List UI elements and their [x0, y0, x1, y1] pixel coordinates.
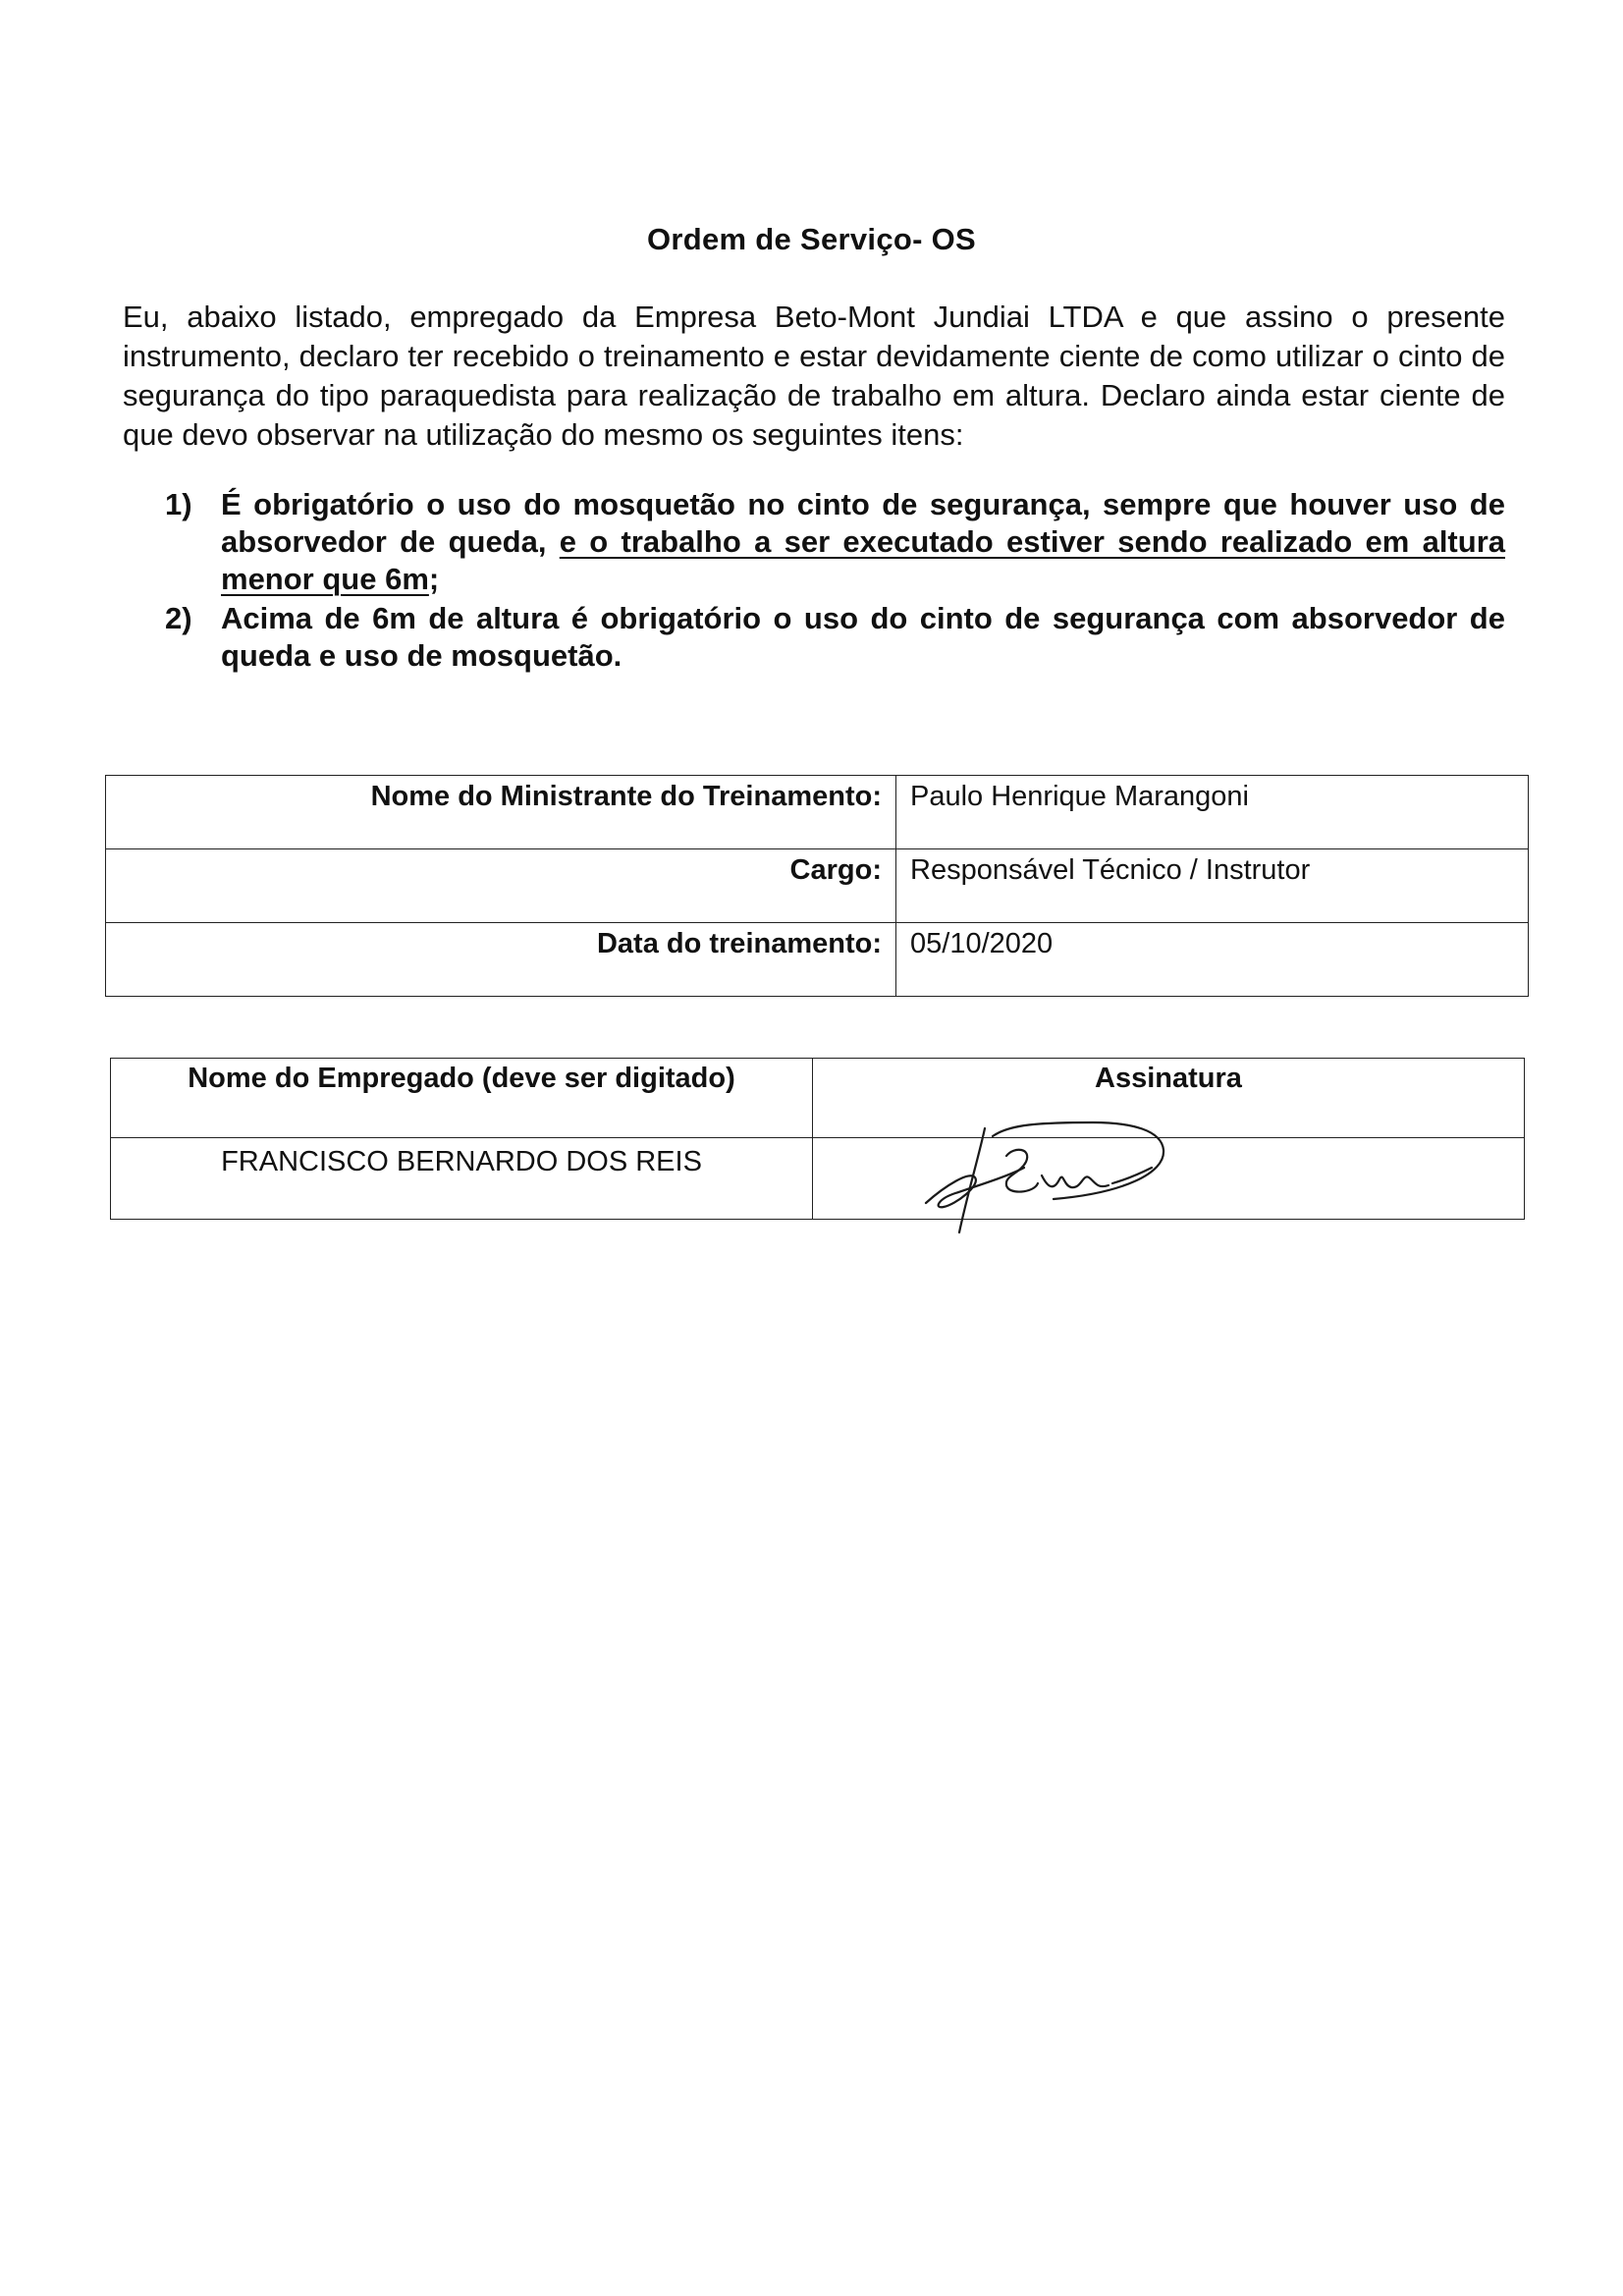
rule-text-end: ; — [428, 562, 440, 596]
rule-number: 1) — [165, 487, 192, 521]
trainer-name-label: Nome do Ministrante do Treinamento: — [106, 776, 896, 849]
employee-signature-table — [110, 1058, 1525, 1220]
document-title: Ordem de Serviço- OS — [646, 222, 977, 256]
rule-item-2 — [165, 600, 1505, 675]
rule-number: 2) — [165, 601, 192, 635]
rule-item-1 — [165, 486, 1505, 598]
role-label: Cargo: — [106, 849, 896, 923]
rule-text-underlined: e o trabalho a ser executado estiver sendo realizado em altura menor que 6m — [221, 524, 1505, 596]
table-row — [106, 849, 1529, 923]
employee-name-value: FRANCISCO BERNARDO DOS REIS — [111, 1138, 813, 1220]
training-date-label: Data do treinamento: — [106, 923, 896, 997]
table-header-row — [111, 1059, 1525, 1138]
handwritten-signature — [916, 1117, 1181, 1234]
role-value: Responsável Técnico / Instrutor — [896, 849, 1529, 923]
intro-paragraph: Eu, abaixo listado, empregado da Empresa Beto-Mont Jundiai LTDA e que assino o presente instrumento, declaro ter recebido o treinamento e estar devidamente ciente de como utilizar o cinto de segurança do tipo paraquedista para realização de trabalho em altura. Declaro ainda estar ciente de que devo observar na utilização do mesmo os seguintes itens: — [123, 300, 1505, 452]
rule-text: É obrigatório o uso do mosquetão no cinto de segurança, sempre que houver uso de absorvedor de queda, — [221, 487, 1505, 559]
table-row — [106, 776, 1529, 849]
table-row — [106, 923, 1529, 997]
training-info-table — [105, 775, 1529, 997]
rules-list — [165, 486, 1505, 677]
table-row — [111, 1138, 1525, 1220]
employee-name-header: Nome do Empregado (deve ser digitado) — [111, 1059, 813, 1138]
signature-cell — [813, 1138, 1525, 1220]
rule-text: Acima de 6m de altura é obrigatório o uso do cinto de segurança com absorvedor de queda e uso de mosquetão. — [221, 601, 1505, 673]
trainer-name-value: Paulo Henrique Marangoni — [896, 776, 1529, 849]
signature-header: Assinatura — [813, 1059, 1525, 1138]
training-date-value: 05/10/2020 — [896, 923, 1529, 997]
